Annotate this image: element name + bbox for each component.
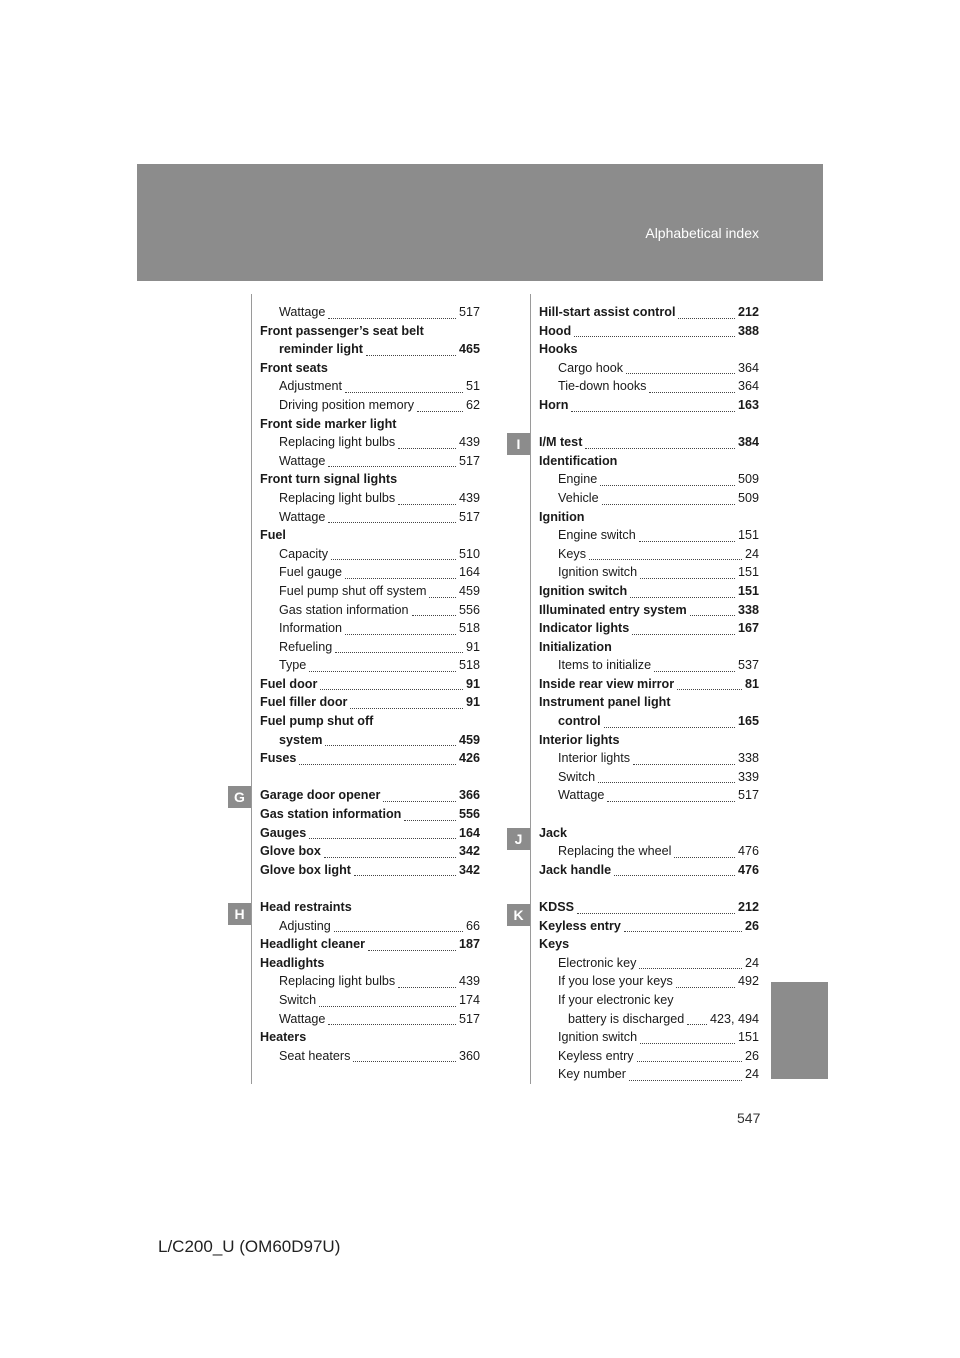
page-reference: 492	[735, 972, 759, 991]
entry-text: Replacing the wheel	[558, 844, 672, 859]
page-reference: 384	[735, 433, 759, 452]
page-reference: 556	[456, 805, 480, 824]
index-subentry	[260, 377, 480, 396]
page-reference: 26	[742, 917, 759, 936]
index-entry	[539, 917, 759, 936]
letter-gap	[539, 879, 759, 898]
entry-text: Indicator lights	[539, 621, 630, 636]
entry-text: Vehicle	[558, 490, 599, 505]
index-subentry	[539, 377, 759, 396]
page-reference: 164	[456, 563, 480, 582]
entry-text: Electronic key	[558, 955, 637, 970]
entry-text: Wattage	[279, 305, 326, 319]
index-subentry	[539, 768, 759, 787]
entry-text: Instrument panel light	[539, 695, 671, 710]
page-reference: 26	[742, 1047, 759, 1066]
index-subentry	[260, 1047, 480, 1066]
page-reference: 212	[735, 303, 759, 322]
leader-dots	[633, 764, 735, 765]
entry-text-continued: system	[279, 732, 323, 747]
leader-dots	[412, 615, 456, 616]
leader-dots	[398, 987, 456, 988]
entry-text: Replacing light bulbs	[279, 974, 396, 989]
entry-text: Hood	[539, 323, 572, 338]
index-entry	[539, 861, 759, 880]
page-reference: 439	[456, 489, 480, 508]
index-entry	[260, 935, 480, 954]
index-entry	[260, 842, 480, 861]
letter-tab-i: I	[507, 433, 530, 455]
index-entry	[260, 1028, 480, 1047]
entry-text: Front side marker light	[260, 416, 397, 431]
entry-text: I/M test	[539, 435, 583, 450]
page-reference: 151	[735, 526, 759, 545]
leader-dots	[328, 522, 456, 523]
index-subentry	[260, 303, 480, 322]
entry-text: Capacity	[279, 546, 328, 561]
entry-text: Keys	[539, 937, 570, 952]
leader-dots	[574, 336, 735, 337]
leader-dots	[319, 1006, 456, 1007]
page-reference: 439	[456, 433, 480, 452]
entry-text: Identification	[539, 453, 618, 468]
page-reference: 517	[735, 786, 759, 805]
index-entry	[260, 824, 480, 843]
index-subentry	[539, 563, 759, 582]
page-reference: 62	[463, 396, 480, 415]
page-reference: 366	[456, 786, 480, 805]
entry-text: Fuel pump shut off	[260, 714, 374, 729]
leader-dots	[649, 392, 735, 393]
index-entry	[260, 749, 480, 768]
entry-text: Head restraints	[260, 900, 352, 914]
leader-dots	[639, 541, 735, 542]
index-entry	[539, 619, 759, 638]
entry-text: Information	[279, 621, 342, 636]
index-subentry	[260, 452, 480, 471]
index-subentry	[539, 842, 759, 861]
index-subentry	[539, 1028, 759, 1047]
page-reference: 459	[456, 582, 480, 601]
index-entry	[260, 415, 480, 434]
index-subentry	[539, 545, 759, 564]
index-subentry	[260, 545, 480, 564]
index-entry	[539, 433, 759, 452]
entry-text: Replacing light bulbs	[279, 490, 396, 505]
entry-text: Horn	[539, 397, 569, 412]
index-entry	[539, 935, 759, 954]
index-entry	[260, 359, 480, 378]
index-subentry	[260, 601, 480, 620]
entry-text: Fuel	[260, 528, 286, 543]
index-entry	[260, 805, 480, 824]
page-reference: 423, 494	[707, 1010, 759, 1029]
index-subentry	[260, 638, 480, 657]
entry-text: Fuel filler door	[260, 695, 348, 710]
entry-text: Jack handle	[539, 862, 612, 877]
leader-dots	[299, 764, 456, 765]
index-entry	[539, 898, 759, 917]
leader-dots	[589, 559, 742, 560]
footer-code: L/C200_U (OM60D97U)	[158, 1237, 341, 1256]
index-entry	[260, 954, 480, 973]
index-entry	[539, 731, 759, 750]
entry-text: Hooks	[539, 342, 578, 357]
page-reference: 24	[742, 954, 759, 973]
index-entry	[260, 786, 480, 805]
index-subentry	[539, 470, 759, 489]
page-reference: 518	[456, 656, 480, 675]
leader-dots	[366, 355, 456, 356]
leader-dots	[353, 1061, 456, 1062]
entry-text: Fuel pump shut off system	[279, 583, 427, 598]
entry-text: Wattage	[279, 509, 326, 524]
index-subentry	[539, 991, 759, 1028]
page-reference: 459	[456, 731, 480, 750]
index-entry	[539, 693, 759, 730]
index-entry	[539, 601, 759, 620]
leader-dots	[632, 634, 735, 635]
leader-dots	[328, 1024, 456, 1025]
page-reference: 556	[456, 601, 480, 620]
entry-text: Headlights	[260, 955, 325, 970]
page-number: 547	[737, 1110, 761, 1126]
leader-dots	[309, 671, 456, 672]
page-reference: 164	[456, 824, 480, 843]
leader-dots	[309, 838, 456, 839]
entry-text-continued: control	[558, 714, 601, 729]
leader-dots	[571, 411, 735, 412]
index-subentry	[260, 508, 480, 527]
index-entry	[539, 638, 759, 657]
leader-dots	[429, 597, 456, 598]
leader-dots	[417, 411, 463, 412]
entry-text-continued: reminder light	[279, 342, 363, 357]
index-entry	[539, 452, 759, 471]
leader-dots	[639, 968, 742, 969]
leader-dots	[324, 857, 456, 858]
leader-dots	[577, 913, 735, 914]
entry-text: Switch	[558, 769, 596, 784]
index-subentry	[539, 526, 759, 545]
page-reference: 342	[456, 861, 480, 880]
index-subentry	[539, 656, 759, 675]
entry-text: If you lose your keys	[558, 974, 673, 989]
entry-text: Adjustment	[279, 379, 342, 394]
page-reference: 24	[742, 545, 759, 564]
page-reference: 151	[735, 563, 759, 582]
index-entry	[539, 340, 759, 359]
index-subentry	[539, 1047, 759, 1066]
index-subentry	[260, 991, 480, 1010]
leader-dots	[678, 318, 735, 319]
page-reference: 91	[463, 693, 480, 712]
page-reference: 439	[456, 972, 480, 991]
index-entry	[260, 898, 480, 917]
index-subentry	[260, 489, 480, 508]
page-reference: 165	[735, 712, 759, 731]
leader-dots	[398, 448, 456, 449]
leader-dots	[637, 1061, 742, 1062]
page-reference: 476	[735, 842, 759, 861]
index-entry	[539, 508, 759, 527]
entry-text: Initialization	[539, 639, 612, 654]
letter-tab-j: J	[507, 828, 530, 850]
page-reference: 338	[735, 749, 759, 768]
index-subentry	[539, 786, 759, 805]
page-reference: 517	[456, 303, 480, 322]
page-reference: 509	[735, 489, 759, 508]
section-title: Alphabetical index	[645, 225, 759, 241]
page-reference: 509	[735, 470, 759, 489]
index-subentry	[539, 359, 759, 378]
leader-dots	[335, 652, 463, 653]
entry-text: Garage door opener	[260, 788, 381, 803]
letter-gap	[539, 415, 759, 434]
letter-gap	[539, 805, 759, 824]
entry-text: Wattage	[279, 453, 326, 468]
page-reference: 465	[456, 340, 480, 359]
entry-text: Headlight cleaner	[260, 937, 365, 952]
page-reference: 364	[735, 359, 759, 378]
leader-dots	[607, 801, 735, 802]
leader-dots	[687, 1024, 707, 1025]
page-reference: 338	[735, 601, 759, 620]
entry-text-continued: battery is discharged	[568, 1011, 685, 1026]
leader-dots	[604, 727, 735, 728]
leader-dots	[368, 950, 456, 951]
entry-text: Front passenger’s seat belt	[260, 323, 424, 338]
entry-text: Keyless entry	[539, 918, 621, 933]
entry-text: Engine switch	[558, 528, 636, 543]
letter-tab-k: K	[507, 904, 530, 926]
leader-dots	[328, 318, 456, 319]
entry-text: Wattage	[279, 1011, 326, 1026]
entry-text: Jack	[539, 825, 568, 840]
leader-dots	[345, 392, 463, 393]
page-reference: 212	[735, 898, 759, 917]
letter-tab-g: G	[228, 786, 251, 808]
entry-text: Seat heaters	[279, 1048, 351, 1063]
entry-text: Type	[279, 658, 307, 673]
entry-text: Adjusting	[279, 918, 331, 933]
index-subentry	[260, 917, 480, 936]
leader-dots	[334, 931, 463, 932]
entry-text: Interior lights	[539, 732, 620, 747]
leader-dots	[629, 1080, 742, 1081]
index-entry	[539, 303, 759, 322]
index-entry	[539, 396, 759, 415]
letter-gap	[260, 879, 480, 898]
leader-dots	[602, 504, 735, 505]
left-index-column	[260, 303, 480, 1065]
page-reference: 81	[742, 675, 759, 694]
entry-text: Replacing light bulbs	[279, 435, 396, 450]
leader-dots	[640, 1043, 735, 1044]
leader-dots	[350, 708, 463, 709]
index-subentry	[260, 656, 480, 675]
index-entry	[260, 675, 480, 694]
entry-text: Cargo hook	[558, 360, 624, 375]
index-subentry	[260, 972, 480, 991]
index-side-tab	[771, 982, 828, 1079]
entry-text: Ignition switch	[558, 1030, 638, 1045]
page-reference: 517	[456, 508, 480, 527]
leader-dots	[677, 689, 742, 690]
index-subentry	[260, 396, 480, 415]
leader-dots	[614, 875, 735, 876]
page-reference: 91	[463, 675, 480, 694]
index-entry	[539, 824, 759, 843]
leader-dots	[654, 671, 735, 672]
entry-text: Engine	[558, 472, 598, 487]
header-band	[137, 164, 823, 281]
index-subentry	[260, 582, 480, 601]
page-reference: 163	[735, 396, 759, 415]
index-subentry	[539, 972, 759, 991]
index-entry	[539, 582, 759, 601]
entry-text: Refueling	[279, 639, 333, 654]
page-reference: 360	[456, 1047, 480, 1066]
leader-dots	[345, 634, 456, 635]
page-reference: 339	[735, 768, 759, 787]
letter-gap	[260, 768, 480, 787]
page-reference: 517	[456, 452, 480, 471]
index-entry	[539, 322, 759, 341]
entry-text: Gauges	[260, 825, 307, 840]
index-entry	[260, 322, 480, 359]
page-reference: 517	[456, 1010, 480, 1029]
entry-text: Ignition switch	[539, 583, 628, 598]
page-reference: 174	[456, 991, 480, 1010]
entry-text: Fuel gauge	[279, 565, 343, 580]
leader-dots	[600, 485, 735, 486]
page-reference: 24	[742, 1065, 759, 1084]
entry-text: Keyless entry	[558, 1048, 634, 1063]
leader-dots	[690, 615, 735, 616]
leader-dots	[383, 801, 456, 802]
index-subentry	[260, 563, 480, 582]
entry-text: Front seats	[260, 360, 328, 375]
index-subentry	[539, 489, 759, 508]
letter-tab-h: H	[228, 903, 251, 925]
leader-dots	[404, 820, 456, 821]
entry-text: KDSS	[539, 900, 574, 914]
index-subentry	[539, 749, 759, 768]
entry-text: Gas station information	[279, 602, 409, 617]
index-subentry	[539, 954, 759, 973]
index-subentry	[260, 433, 480, 452]
entry-text: Glove box light	[260, 862, 351, 877]
page-reference: 167	[735, 619, 759, 638]
leader-dots	[585, 448, 735, 449]
index-entry	[260, 693, 480, 712]
leader-dots	[626, 373, 735, 374]
page-reference: 510	[456, 545, 480, 564]
entry-text: Keys	[558, 546, 586, 561]
entry-text: Fuses	[260, 751, 297, 766]
entry-text: Heaters	[260, 1030, 307, 1045]
leader-dots	[630, 597, 735, 598]
entry-text: Front turn signal lights	[260, 472, 398, 487]
leader-dots	[345, 578, 456, 579]
index-subentry	[260, 619, 480, 638]
entry-text: Switch	[279, 992, 317, 1007]
right-index-column	[539, 303, 759, 1084]
entry-text: Items to initialize	[558, 658, 652, 673]
entry-text: Illuminated entry system	[539, 602, 687, 617]
page-reference: 151	[735, 1028, 759, 1047]
leader-dots	[598, 782, 735, 783]
index-entry	[539, 675, 759, 694]
page-reference: 187	[456, 935, 480, 954]
index-entry	[260, 861, 480, 880]
page-reference: 518	[456, 619, 480, 638]
page-reference: 91	[463, 638, 480, 657]
page-reference: 151	[735, 582, 759, 601]
entry-text: If your electronic key	[558, 992, 674, 1007]
entry-text: Gas station information	[260, 807, 402, 822]
entry-text: Tie-down hooks	[558, 379, 647, 394]
leader-dots	[640, 578, 735, 579]
index-entry	[260, 712, 480, 749]
page-reference: 426	[456, 749, 480, 768]
entry-text: Interior lights	[558, 751, 631, 766]
leader-dots	[624, 931, 742, 932]
leader-dots	[328, 466, 456, 467]
entry-text: Wattage	[558, 788, 605, 803]
page-reference: 537	[735, 656, 759, 675]
index-entry	[260, 526, 480, 545]
index-subentry	[260, 1010, 480, 1029]
right-column-rule	[530, 294, 531, 1084]
entry-text: Key number	[558, 1067, 626, 1082]
index-subentry	[539, 1065, 759, 1084]
entry-text: Hill-start assist control	[539, 305, 676, 319]
leader-dots	[398, 504, 456, 505]
page-reference: 51	[463, 377, 480, 396]
leader-dots	[674, 857, 735, 858]
page-reference: 476	[735, 861, 759, 880]
leader-dots	[320, 689, 463, 690]
page-reference: 364	[735, 377, 759, 396]
entry-text: Fuel door	[260, 676, 318, 691]
entry-text: Driving position memory	[279, 397, 415, 412]
leader-dots	[676, 987, 735, 988]
leader-dots	[331, 559, 456, 560]
page-reference: 342	[456, 842, 480, 861]
leader-dots	[354, 875, 456, 876]
leader-dots	[325, 745, 456, 746]
entry-text: Inside rear view mirror	[539, 676, 675, 691]
entry-text: Ignition	[539, 509, 585, 524]
entry-text: Glove box	[260, 844, 321, 859]
index-entry	[260, 470, 480, 489]
page-reference: 66	[463, 917, 480, 936]
left-column-rule	[251, 294, 252, 1084]
entry-text: Ignition switch	[558, 565, 638, 580]
page-reference: 388	[735, 322, 759, 341]
